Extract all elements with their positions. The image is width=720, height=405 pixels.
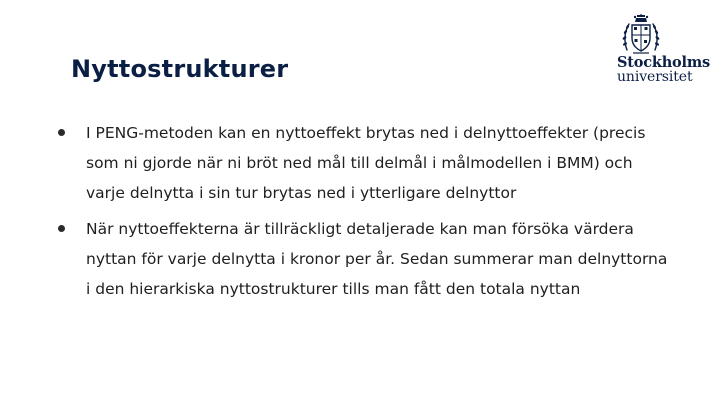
slide-title: Nyttostrukturer (71, 55, 289, 83)
logo-text-line1: Stockholms (617, 54, 710, 71)
bullet-item (55, 214, 675, 304)
round-bullet-icon (58, 225, 65, 232)
crown-seal-icon (619, 14, 663, 56)
bullet-list (55, 118, 675, 310)
bullet-item (55, 118, 675, 208)
bullet-text: I PENG-metoden kan en nyttoeffekt brytas ned i delnyttoeffekter (precis som ni gjorde när ni bröt ned mål till delmål i målmodellen i BMM) och varje delnytta i sin tur brytas ned i ytterligare delnyttor (86, 124, 646, 202)
university-logo (617, 14, 710, 86)
round-bullet-icon (58, 129, 65, 136)
bullet-text: När nyttoeffekterna är tillräckligt detaljerade kan man försöka värdera nyttan för varje delnytta i kronor per år. Sedan summerar man delnyttorna i den hierarkiska nyttostrukturer tills man fått den totala nyttan (86, 220, 668, 298)
logo-text-line2: universitet (617, 69, 693, 85)
